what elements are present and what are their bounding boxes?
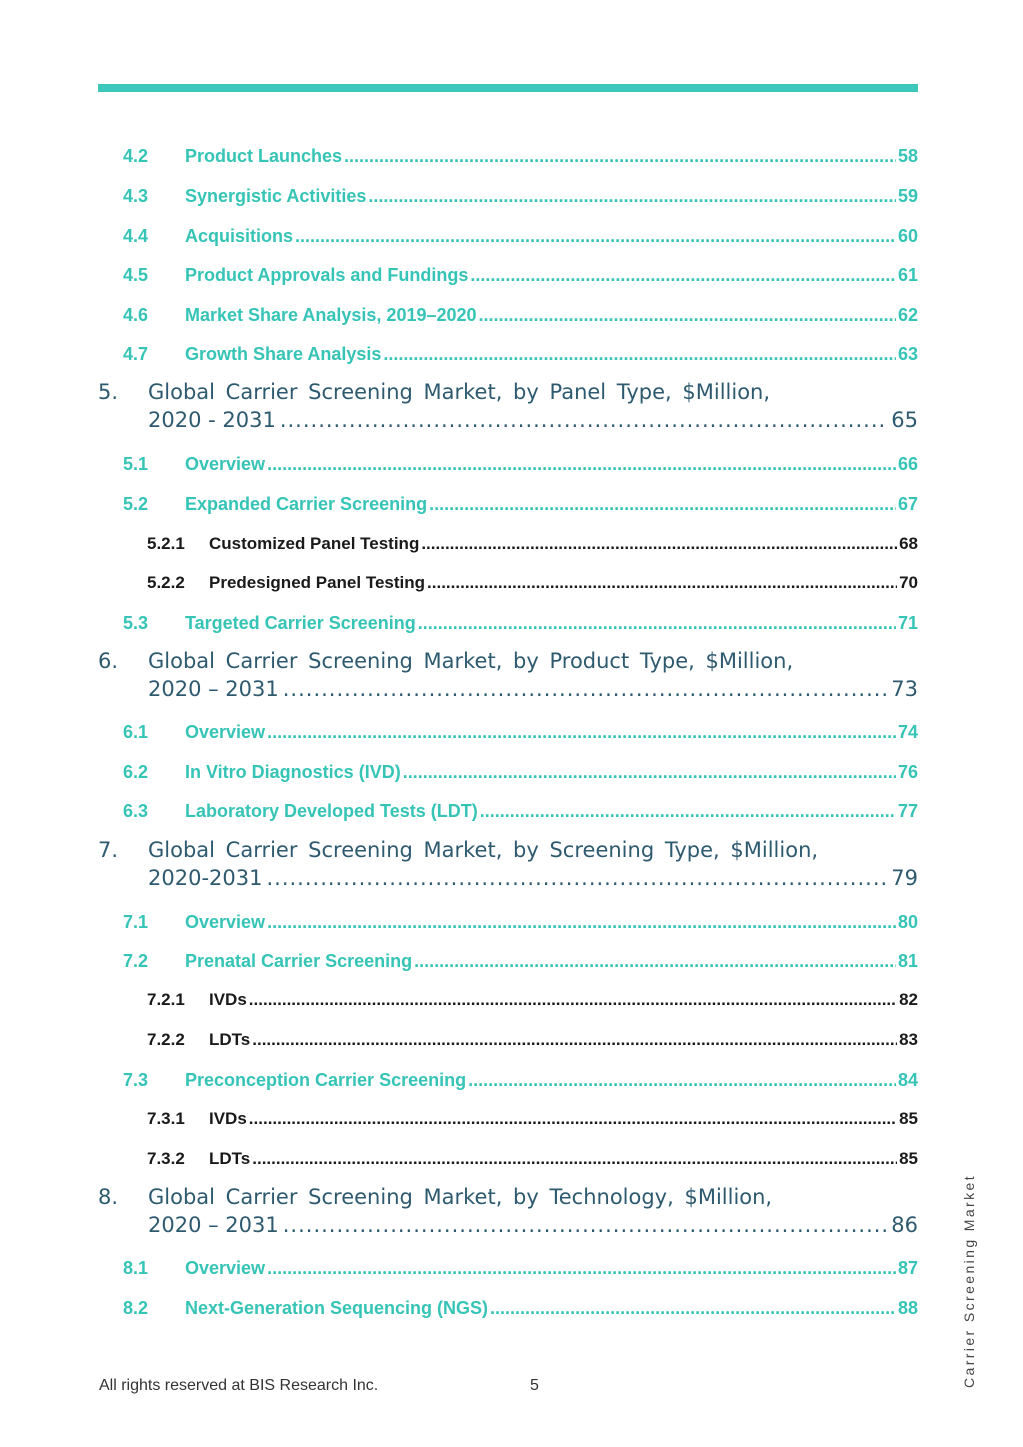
toc-entry-number: 7.3.1 xyxy=(147,1109,185,1128)
toc-section-entry[interactable] xyxy=(98,1258,918,1279)
toc-dot-leader xyxy=(427,573,897,593)
toc-entry-number: 5.3 xyxy=(123,613,149,633)
toc-entry-number: 4.7 xyxy=(123,344,149,364)
toc-entry-title: Prenatal Carrier Screening xyxy=(185,951,413,971)
toc-dot-leader xyxy=(295,226,896,247)
toc-entry-number: 4.5 xyxy=(123,265,149,285)
toc-entry-number: 5.2.2 xyxy=(147,573,185,592)
toc-dot-leader xyxy=(414,951,896,972)
toc-entry-title: Acquisitions xyxy=(185,226,294,246)
toc-dot-leader xyxy=(479,305,896,326)
toc-page-number: 81 xyxy=(897,951,918,971)
toc-section-entry[interactable] xyxy=(98,305,918,326)
toc-page-number: 68 xyxy=(899,534,918,553)
toc-dot-leader xyxy=(283,1213,888,1237)
toc-page-number: 60 xyxy=(897,226,918,246)
toc-chapter-number: 7. xyxy=(98,838,119,862)
toc-section-entry[interactable] xyxy=(98,1070,918,1091)
toc-chapter-entry[interactable] xyxy=(98,1185,918,1237)
toc-entry-title: Laboratory Developed Tests (LDT) xyxy=(185,801,478,821)
toc-chapter-number: 5. xyxy=(98,380,119,404)
toc-entry-title: Predesigned Panel Testing xyxy=(209,573,426,592)
toc-subsection-entry[interactable] xyxy=(98,573,918,593)
toc-page-number: 73 xyxy=(891,677,918,701)
toc-chapter-title: Global Carrier Screening Market, by Panel Type, $Million, xyxy=(148,380,771,404)
toc-dot-leader xyxy=(368,186,896,207)
toc-entry-number: 8.2 xyxy=(123,1298,149,1318)
toc-dot-leader xyxy=(249,1109,897,1129)
toc-section-entry[interactable] xyxy=(98,951,918,972)
toc-page-number: 80 xyxy=(897,912,918,932)
toc-page-number: 71 xyxy=(897,613,918,633)
toc-page-number: 79 xyxy=(891,866,918,890)
toc-page-number: 70 xyxy=(899,573,918,592)
toc-section-entry[interactable] xyxy=(98,265,918,286)
toc-dot-leader xyxy=(344,146,896,167)
toc-page-number: 65 xyxy=(891,408,918,432)
toc-entry-number: 4.6 xyxy=(123,305,149,325)
toc-dot-leader xyxy=(267,1258,896,1279)
toc-entry-number: 7.3.2 xyxy=(147,1149,185,1168)
toc-page-number: 58 xyxy=(897,146,918,166)
toc-entry-title: LDTs xyxy=(209,1149,251,1168)
toc-entry-title: Overview xyxy=(185,912,266,932)
toc-page-number: 62 xyxy=(897,305,918,325)
toc-entry-number: 4.3 xyxy=(123,186,149,206)
toc-section-entry[interactable] xyxy=(98,494,918,515)
toc-dot-leader xyxy=(267,912,896,933)
toc-entry-number: 4.4 xyxy=(123,226,149,246)
toc-page-number: 67 xyxy=(897,494,918,514)
toc-entry-title: Market Share Analysis, 2019–2020 xyxy=(185,305,477,325)
toc-dot-leader xyxy=(421,534,897,554)
toc-section-entry[interactable] xyxy=(98,454,918,475)
toc-dot-leader xyxy=(480,801,896,822)
toc-entry-title: Product Approvals and Fundings xyxy=(185,265,469,285)
toc-page-number: 83 xyxy=(899,1030,918,1049)
toc-section-entry[interactable] xyxy=(98,722,918,743)
toc-entry-number: 7.2.2 xyxy=(147,1030,185,1049)
toc-chapter-number: 6. xyxy=(98,649,119,673)
toc-entry-number: 6.3 xyxy=(123,801,149,821)
toc-page-number: 86 xyxy=(891,1213,918,1237)
toc-entry-number: 5.1 xyxy=(123,454,149,474)
toc-chapter-title: Global Carrier Screening Market, by Product Type, $Million, xyxy=(148,649,794,673)
toc-subsection-entry[interactable] xyxy=(98,990,918,1010)
toc-section-entry[interactable] xyxy=(98,912,918,933)
toc-dot-leader xyxy=(252,1030,897,1050)
toc-subsection-entry[interactable] xyxy=(98,1109,918,1129)
toc-entry-title: IVDs xyxy=(209,1109,247,1128)
toc-section-entry[interactable] xyxy=(98,801,918,822)
toc-chapter-title: Global Carrier Screening Market, by Screening Type, $Million, xyxy=(148,838,819,862)
toc-section-entry[interactable] xyxy=(98,613,918,634)
toc-entry-title: LDTs xyxy=(209,1030,251,1049)
toc-entry-number: 6.2 xyxy=(123,762,149,782)
toc-dot-leader xyxy=(252,1149,897,1169)
toc-dot-leader xyxy=(280,408,887,432)
toc-page-number: 85 xyxy=(899,1109,918,1128)
toc-page-number: 88 xyxy=(897,1298,918,1318)
toc-page-number: 84 xyxy=(897,1070,918,1090)
toc-page-number: 77 xyxy=(897,801,918,821)
toc-page-number: 74 xyxy=(897,722,918,742)
toc-entry-number: 7.1 xyxy=(123,912,149,932)
toc-entry-title: Synergistic Activities xyxy=(185,186,367,206)
toc-page-number: 61 xyxy=(897,265,918,285)
toc-dot-leader xyxy=(266,866,887,890)
toc-page-number: 85 xyxy=(899,1149,918,1168)
footer-page-number: 5 xyxy=(530,1377,539,1394)
toc-section-entry[interactable] xyxy=(98,146,918,167)
toc-dot-leader xyxy=(468,1070,896,1091)
footer-copyright: All rights reserved at BIS Research Inc. xyxy=(99,1377,379,1394)
toc-section-entry[interactable] xyxy=(98,226,918,247)
toc-section-entry[interactable] xyxy=(98,1298,918,1319)
toc-chapter-entry[interactable] xyxy=(98,838,918,890)
toc-entry-number: 4.2 xyxy=(123,146,149,166)
toc-subsection-entry[interactable] xyxy=(98,1030,918,1050)
toc-dot-leader xyxy=(267,722,896,743)
toc-entry-number: 5.2 xyxy=(123,494,149,514)
toc-entry-title: Overview xyxy=(185,722,266,742)
toc-entry-title: Preconception Carrier Screening xyxy=(185,1070,467,1090)
side-running-title: Carrier Screening Market xyxy=(961,1174,977,1388)
toc-section-entry[interactable] xyxy=(98,762,918,783)
toc-entry-title: Expanded Carrier Screening xyxy=(185,494,428,514)
toc-entry-number: 7.3 xyxy=(123,1070,149,1090)
toc-dot-leader xyxy=(249,990,897,1010)
toc-dot-leader xyxy=(429,494,896,515)
toc-chapter-title: Global Carrier Screening Market, by Technology, $Million, xyxy=(148,1185,773,1209)
toc-dot-leader xyxy=(267,454,896,475)
toc-entry-title: IVDs xyxy=(209,990,247,1009)
toc-entry-title: Overview xyxy=(185,454,266,474)
toc-entry-number: 6.1 xyxy=(123,722,149,742)
toc-chapter-title-continued: 2020 - 2031 xyxy=(148,408,276,432)
top-accent-bar xyxy=(98,84,918,92)
toc-subsection-entry[interactable] xyxy=(98,1149,918,1169)
toc-chapter-title-continued: 2020-2031 xyxy=(148,866,263,890)
toc-entry-title: Product Launches xyxy=(185,146,343,166)
toc-entry-title: Customized Panel Testing xyxy=(209,534,420,553)
toc-chapter-number: 8. xyxy=(98,1185,119,1209)
toc-entry-number: 5.2.1 xyxy=(147,534,185,553)
toc-page-number: 59 xyxy=(897,186,918,206)
toc-chapter-entry[interactable] xyxy=(98,649,918,701)
toc-section-entry[interactable] xyxy=(98,344,918,365)
toc-entry-number: 7.2.1 xyxy=(147,990,185,1009)
toc-chapter-title-continued: 2020 – 2031 xyxy=(148,677,279,701)
toc-entry-title: Overview xyxy=(185,1258,266,1278)
toc-entry-number: 8.1 xyxy=(123,1258,149,1278)
toc-entry-number: 7.2 xyxy=(123,951,149,971)
toc-page-number: 76 xyxy=(897,762,918,782)
toc-entry-title: Growth Share Analysis xyxy=(185,344,382,364)
toc-dot-leader xyxy=(283,677,888,701)
toc-dot-leader xyxy=(490,1298,896,1319)
toc-dot-leader xyxy=(418,613,896,634)
toc-section-entry[interactable] xyxy=(98,186,918,207)
toc-dot-leader xyxy=(383,344,896,365)
toc-dot-leader xyxy=(403,762,896,783)
toc-page-number: 82 xyxy=(899,990,918,1009)
toc-page-number: 63 xyxy=(897,344,918,364)
toc-entry-title: Targeted Carrier Screening xyxy=(185,613,416,633)
toc-page-number: 66 xyxy=(897,454,918,474)
toc-chapter-title-continued: 2020 – 2031 xyxy=(148,1213,279,1237)
toc-entry-title: In Vitro Diagnostics (IVD) xyxy=(185,762,401,782)
toc-dot-leader xyxy=(470,265,896,286)
toc-chapter-entry[interactable] xyxy=(98,380,918,432)
toc-subsection-entry[interactable] xyxy=(98,534,918,554)
toc-page-number: 87 xyxy=(897,1258,918,1278)
toc-entry-title: Next-Generation Sequencing (NGS) xyxy=(185,1298,489,1318)
